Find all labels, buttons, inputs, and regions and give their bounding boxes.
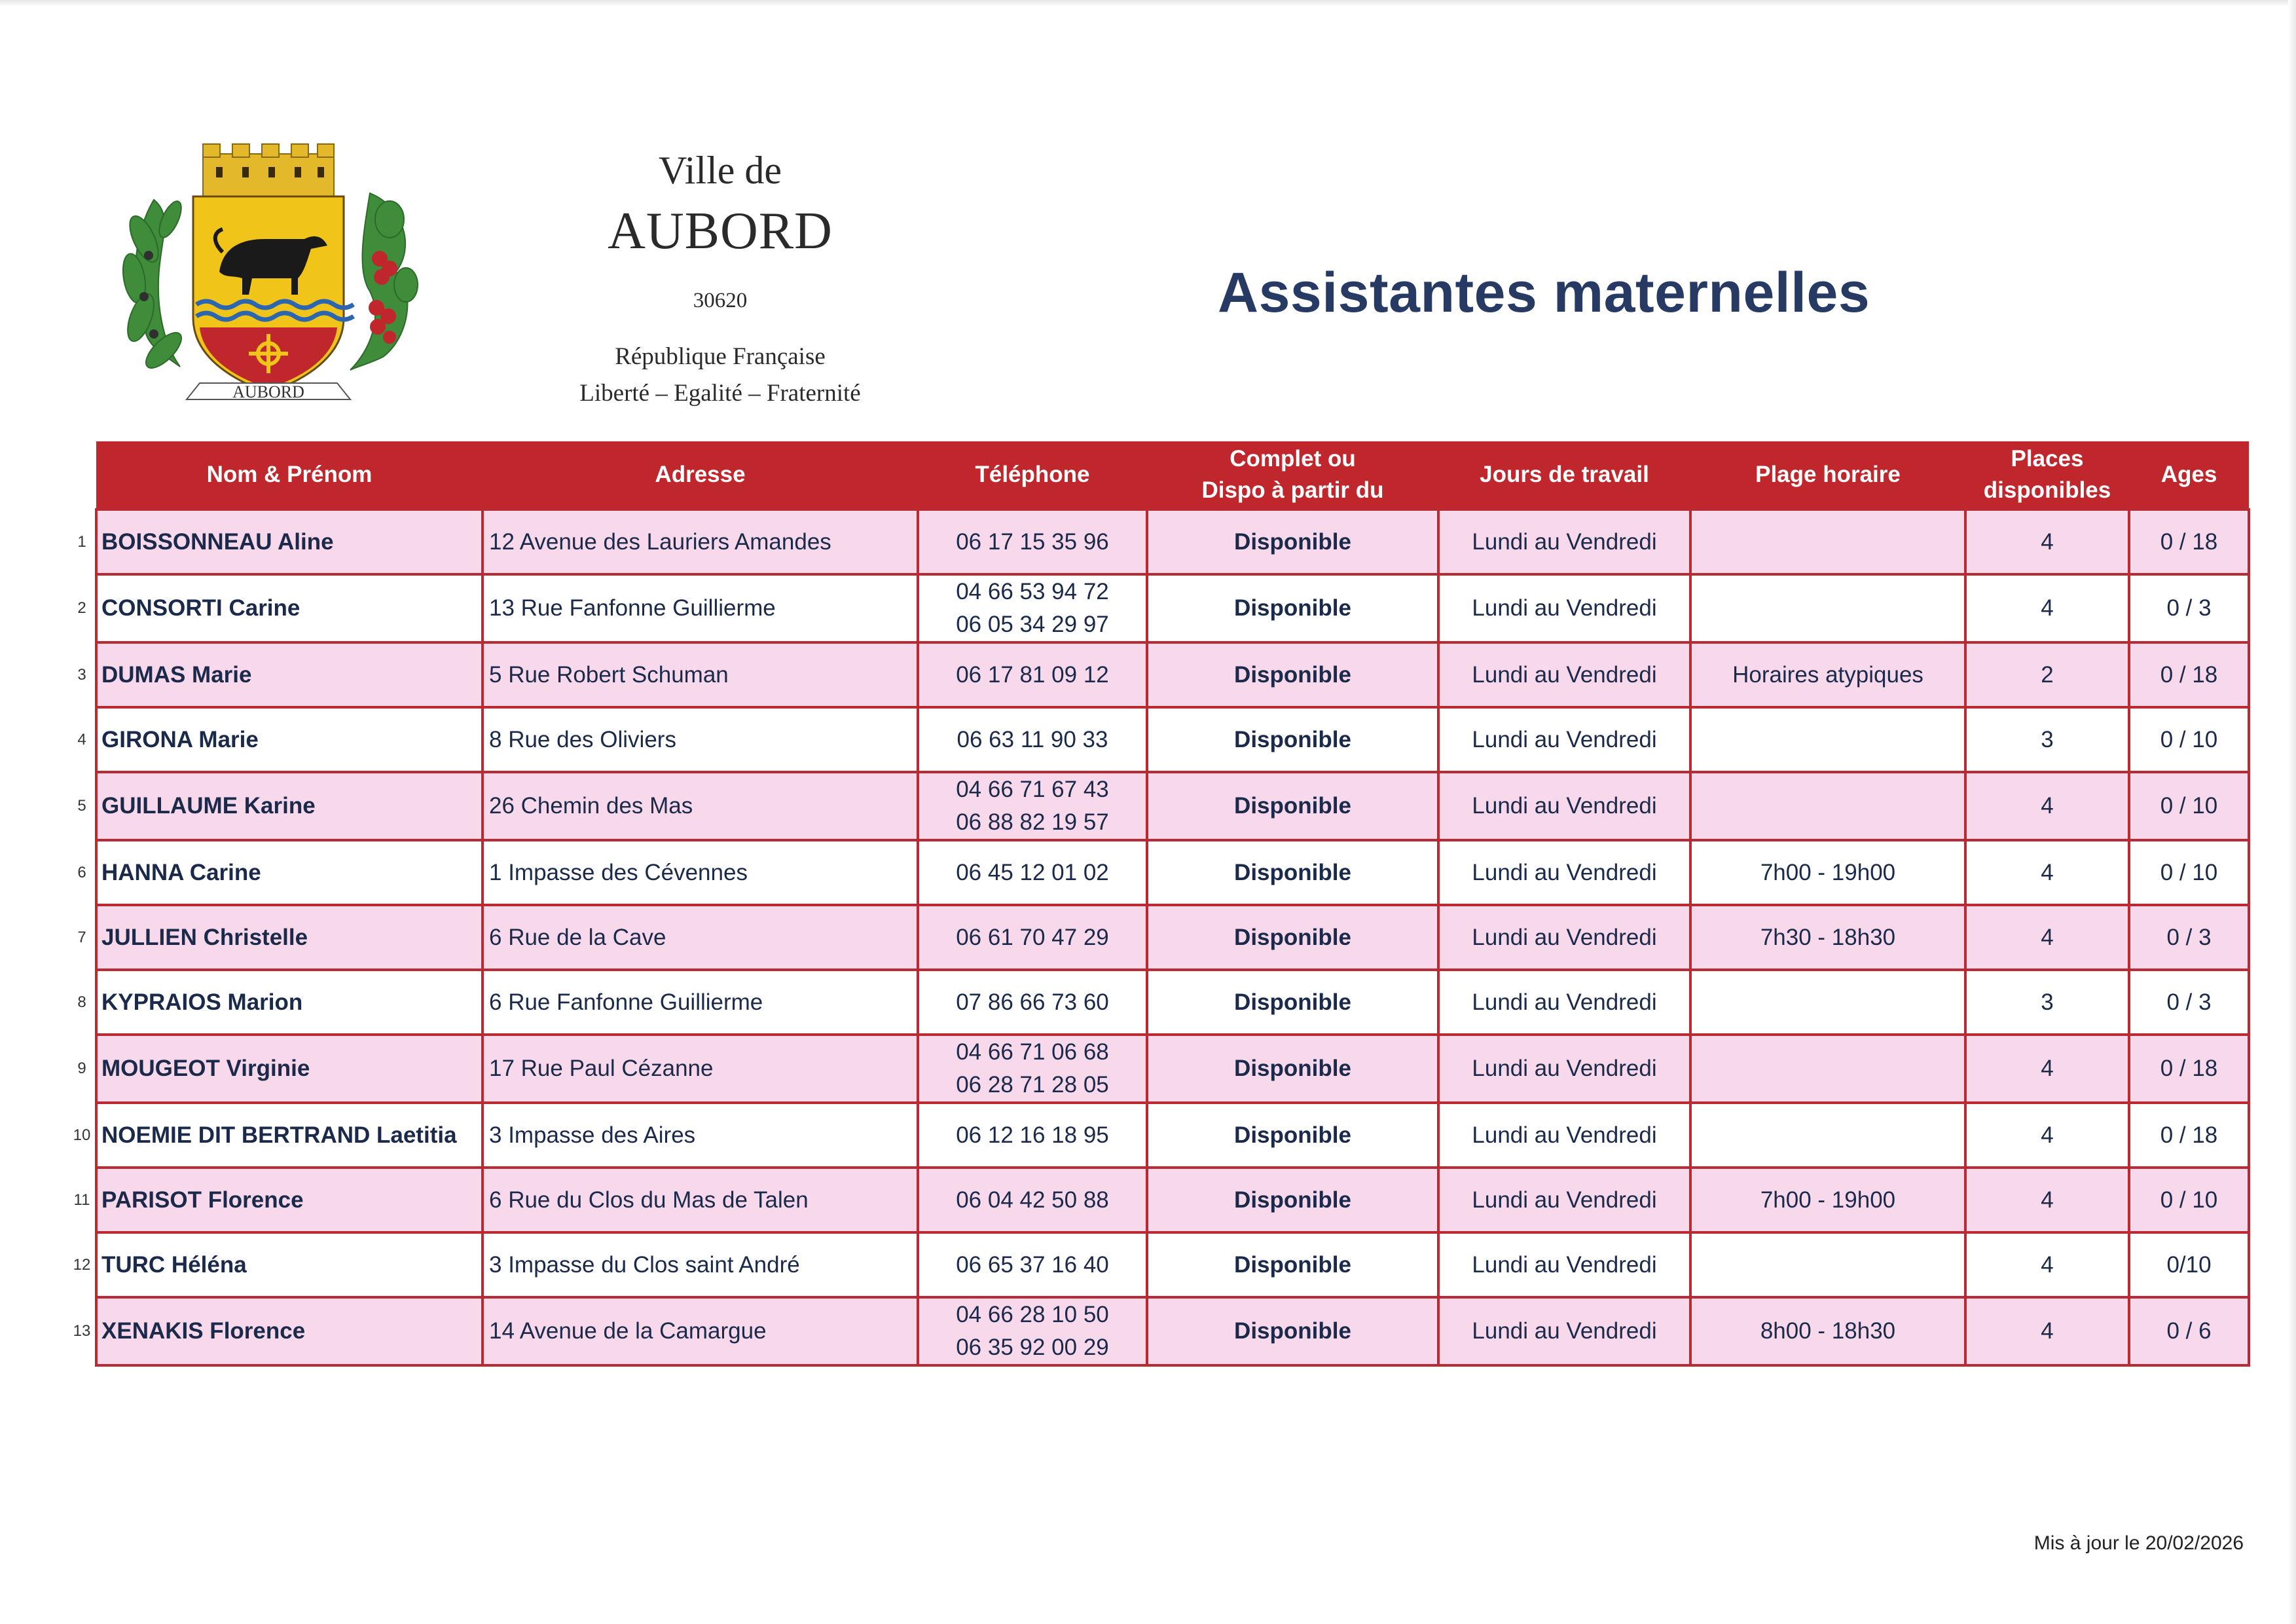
row-phone-1: 04 66 71 06 68 bbox=[956, 1039, 1109, 1065]
row-address: 26 Chemin des Mas bbox=[483, 772, 918, 840]
row-days: Lundi au Vendredi bbox=[1438, 1232, 1690, 1297]
row-number: 12 bbox=[73, 1255, 91, 1274]
row-address: 13 Rue Fanfonne Guillierme bbox=[483, 574, 918, 642]
row-hours: 7h00 - 19h00 bbox=[1690, 1168, 1965, 1232]
row-number: 11 bbox=[73, 1190, 90, 1209]
row-ages: 0 / 10 bbox=[2129, 707, 2249, 772]
row-ages: 0 / 3 bbox=[2129, 905, 2249, 970]
header-status-line1: Complet ou bbox=[1230, 446, 1356, 471]
row-status: Disponible bbox=[1147, 642, 1438, 707]
row-address: 6 Rue Fanfonne Guillierme bbox=[483, 970, 918, 1035]
row-name: MOUGEOT Virginie bbox=[96, 1035, 483, 1103]
table-row bbox=[69, 905, 2249, 970]
row-places: 4 bbox=[1965, 840, 2129, 905]
row-phone-2: 06 28 71 28 05 bbox=[956, 1072, 1109, 1098]
row-ages: 0 / 18 bbox=[2129, 1103, 2249, 1168]
row-hours bbox=[1690, 970, 1965, 1035]
row-status: Disponible bbox=[1147, 1103, 1438, 1168]
row-number: 10 bbox=[73, 1126, 91, 1144]
row-places: 4 bbox=[1965, 772, 2129, 840]
row-days: Lundi au Vendredi bbox=[1438, 1297, 1690, 1365]
table-row bbox=[69, 970, 2249, 1035]
row-status: Disponible bbox=[1147, 1297, 1438, 1365]
row-hours bbox=[1690, 707, 1965, 772]
row-address: 12 Avenue des Lauriers Amandes bbox=[483, 509, 918, 574]
header-name: Nom & Prénom bbox=[96, 441, 483, 509]
table-row bbox=[69, 1103, 2249, 1168]
table-row bbox=[69, 1232, 2249, 1297]
row-phone bbox=[918, 509, 1147, 574]
row-phone bbox=[918, 574, 1147, 642]
row-phone bbox=[918, 970, 1147, 1035]
row-places: 3 bbox=[1965, 970, 2129, 1035]
row-address: 6 Rue du Clos du Mas de Talen bbox=[483, 1168, 918, 1232]
row-name: PARISOT Florence bbox=[96, 1168, 483, 1232]
row-phone-1: 06 17 15 35 96 bbox=[956, 528, 1109, 555]
row-places: 4 bbox=[1965, 1232, 2129, 1297]
row-phone-1: 04 66 71 67 43 bbox=[956, 777, 1109, 802]
childminders-table bbox=[69, 441, 2250, 1367]
row-status: Disponible bbox=[1147, 970, 1438, 1035]
row-address: 14 Avenue de la Camargue bbox=[483, 1297, 918, 1365]
republic-line: République Française bbox=[615, 343, 826, 370]
table-row bbox=[69, 707, 2249, 772]
crest-label: AUBORD bbox=[232, 382, 304, 401]
row-days: Lundi au Vendredi bbox=[1438, 1035, 1690, 1103]
row-hours bbox=[1690, 1232, 1965, 1297]
header-status-line2: Dispo à partir du bbox=[1201, 477, 1384, 503]
table-row bbox=[69, 1168, 2249, 1232]
row-address: 8 Rue des Oliviers bbox=[483, 707, 918, 772]
header-places bbox=[1965, 441, 2129, 509]
header-index bbox=[69, 441, 96, 509]
row-name: GIRONA Marie bbox=[96, 707, 483, 772]
table-row bbox=[69, 509, 2249, 574]
row-days: Lundi au Vendredi bbox=[1438, 772, 1690, 840]
row-phone-1: 06 17 81 09 12 bbox=[956, 661, 1109, 688]
scan-top-edge bbox=[0, 0, 2296, 7]
row-ages: 0 / 18 bbox=[2129, 1035, 2249, 1103]
table-row bbox=[69, 1297, 2249, 1365]
row-phone-2: 06 35 92 00 29 bbox=[956, 1335, 1109, 1360]
row-phone-1: 07 86 66 73 60 bbox=[956, 989, 1109, 1015]
updated-date: Mis à jour le 20/02/2026 bbox=[2033, 1532, 2244, 1554]
row-hours: 8h00 - 18h30 bbox=[1690, 1297, 1965, 1365]
town-postcode: 30620 bbox=[693, 289, 748, 312]
header-ages: Ages bbox=[2129, 441, 2249, 509]
row-number: 1 bbox=[77, 532, 86, 551]
row-days: Lundi au Vendredi bbox=[1438, 707, 1690, 772]
row-status: Disponible bbox=[1147, 772, 1438, 840]
row-days: Lundi au Vendredi bbox=[1438, 905, 1690, 970]
row-name: XENAKIS Florence bbox=[96, 1297, 483, 1365]
row-hours: Horaires atypiques bbox=[1690, 642, 1965, 707]
row-name: TURC Héléna bbox=[96, 1232, 483, 1297]
table-row bbox=[69, 840, 2249, 905]
row-places: 4 bbox=[1965, 1168, 2129, 1232]
row-address: 1 Impasse des Cévennes bbox=[483, 840, 918, 905]
row-days: Lundi au Vendredi bbox=[1438, 970, 1690, 1035]
row-phone bbox=[918, 642, 1147, 707]
row-places: 4 bbox=[1965, 1035, 2129, 1103]
table-row bbox=[69, 772, 2249, 840]
row-name: DUMAS Marie bbox=[96, 642, 483, 707]
row-hours bbox=[1690, 574, 1965, 642]
table-header-row bbox=[69, 441, 2249, 509]
row-ages: 0 / 18 bbox=[2129, 509, 2249, 574]
row-phone-2: 06 05 34 29 97 bbox=[956, 612, 1109, 637]
header-places-line1: Places bbox=[2011, 446, 2084, 471]
row-phone bbox=[918, 1297, 1147, 1365]
row-ages: 0 / 6 bbox=[2129, 1297, 2249, 1365]
row-places: 2 bbox=[1965, 642, 2129, 707]
row-status: Disponible bbox=[1147, 840, 1438, 905]
row-name: GUILLAUME Karine bbox=[96, 772, 483, 840]
row-address: 17 Rue Paul Cézanne bbox=[483, 1035, 918, 1103]
row-number: 6 bbox=[77, 863, 86, 881]
row-address: 3 Impasse du Clos saint André bbox=[483, 1232, 918, 1297]
header-places-line2: disponibles bbox=[1983, 477, 2111, 503]
row-number: 13 bbox=[73, 1322, 91, 1340]
row-days: Lundi au Vendredi bbox=[1438, 509, 1690, 574]
row-phone-1: 06 63 11 90 33 bbox=[957, 726, 1108, 752]
row-phone-1: 06 45 12 01 02 bbox=[956, 859, 1109, 885]
row-name: HANNA Carine bbox=[96, 840, 483, 905]
row-ages: 0 / 3 bbox=[2129, 970, 2249, 1035]
row-phone bbox=[918, 905, 1147, 970]
row-number: 4 bbox=[77, 730, 86, 748]
row-places: 4 bbox=[1965, 509, 2129, 574]
row-hours bbox=[1690, 1035, 1965, 1103]
row-number: 3 bbox=[77, 665, 86, 684]
table-row bbox=[69, 1035, 2249, 1103]
childminders-table-wrap bbox=[69, 441, 2249, 1367]
row-hours bbox=[1690, 509, 1965, 574]
row-phone bbox=[918, 707, 1147, 772]
table-row bbox=[69, 642, 2249, 707]
row-phone-2: 06 88 82 19 57 bbox=[956, 809, 1109, 835]
row-hours bbox=[1690, 1103, 1965, 1168]
row-status: Disponible bbox=[1147, 1035, 1438, 1103]
row-name: BOISSONNEAU Aline bbox=[96, 509, 483, 574]
row-number: 7 bbox=[77, 928, 86, 946]
table-row bbox=[69, 574, 2249, 642]
row-status: Disponible bbox=[1147, 1232, 1438, 1297]
row-name: JULLIEN Christelle bbox=[96, 905, 483, 970]
row-phone bbox=[918, 1103, 1147, 1168]
row-places: 4 bbox=[1965, 1297, 2129, 1365]
town-header bbox=[484, 141, 956, 412]
row-ages: 0 / 18 bbox=[2129, 642, 2249, 707]
row-name: KYPRAIOS Marion bbox=[96, 970, 483, 1035]
row-days: Lundi au Vendredi bbox=[1438, 574, 1690, 642]
row-address: 5 Rue Robert Schuman bbox=[483, 642, 918, 707]
row-number: 9 bbox=[77, 1060, 86, 1077]
row-phone bbox=[918, 840, 1147, 905]
page-title: Assistantes maternelles bbox=[1218, 261, 1870, 324]
row-ages: 0 / 10 bbox=[2129, 772, 2249, 840]
row-number: 5 bbox=[77, 797, 86, 815]
row-phone-1: 06 12 16 18 95 bbox=[956, 1122, 1109, 1148]
row-phone bbox=[918, 1232, 1147, 1297]
row-name: NOEMIE DIT BERTRAND Laetitia bbox=[96, 1103, 483, 1168]
header-address: Adresse bbox=[483, 441, 918, 509]
coat-of-arms-logo bbox=[108, 141, 422, 413]
town-prefix: Ville de bbox=[659, 149, 782, 192]
scan-right-edge bbox=[2288, 0, 2296, 1624]
row-places: 3 bbox=[1965, 707, 2129, 772]
row-places: 4 bbox=[1965, 905, 2129, 970]
row-status: Disponible bbox=[1147, 905, 1438, 970]
row-address: 6 Rue de la Cave bbox=[483, 905, 918, 970]
header-days: Jours de travail bbox=[1438, 441, 1690, 509]
row-ages: 0 / 3 bbox=[2129, 574, 2249, 642]
row-hours bbox=[1690, 772, 1965, 840]
row-address: 3 Impasse des Aires bbox=[483, 1103, 918, 1168]
row-name: CONSORTI Carine bbox=[96, 574, 483, 642]
row-phone-1: 04 66 53 94 72 bbox=[956, 579, 1109, 604]
row-phone-1: 06 65 37 16 40 bbox=[956, 1251, 1109, 1278]
motto-line: Liberté – Egalité – Fraternité bbox=[579, 380, 861, 407]
row-phone-1: 06 61 70 47 29 bbox=[956, 924, 1109, 950]
row-hours: 7h00 - 19h00 bbox=[1690, 840, 1965, 905]
row-status: Disponible bbox=[1147, 509, 1438, 574]
row-days: Lundi au Vendredi bbox=[1438, 642, 1690, 707]
header-phone: Téléphone bbox=[918, 441, 1147, 509]
row-status: Disponible bbox=[1147, 574, 1438, 642]
row-status: Disponible bbox=[1147, 707, 1438, 772]
row-places: 4 bbox=[1965, 1103, 2129, 1168]
town-name: AUBORD bbox=[608, 202, 833, 260]
row-ages: 0 / 10 bbox=[2129, 1168, 2249, 1232]
row-number: 2 bbox=[77, 599, 86, 617]
row-ages: 0 / 10 bbox=[2129, 840, 2249, 905]
row-phone bbox=[918, 1168, 1147, 1232]
header-status bbox=[1147, 441, 1438, 509]
row-ages: 0/10 bbox=[2129, 1232, 2249, 1297]
header-hours: Plage horaire bbox=[1690, 441, 1965, 509]
row-days: Lundi au Vendredi bbox=[1438, 840, 1690, 905]
row-number: 8 bbox=[77, 993, 86, 1011]
row-places: 4 bbox=[1965, 574, 2129, 642]
row-status: Disponible bbox=[1147, 1168, 1438, 1232]
row-phone bbox=[918, 1035, 1147, 1103]
row-hours: 7h30 - 18h30 bbox=[1690, 905, 1965, 970]
row-days: Lundi au Vendredi bbox=[1438, 1103, 1690, 1168]
row-phone-1: 04 66 28 10 50 bbox=[956, 1302, 1109, 1327]
row-phone bbox=[918, 772, 1147, 840]
row-days: Lundi au Vendredi bbox=[1438, 1168, 1690, 1232]
row-phone-1: 06 04 42 50 88 bbox=[956, 1187, 1109, 1213]
